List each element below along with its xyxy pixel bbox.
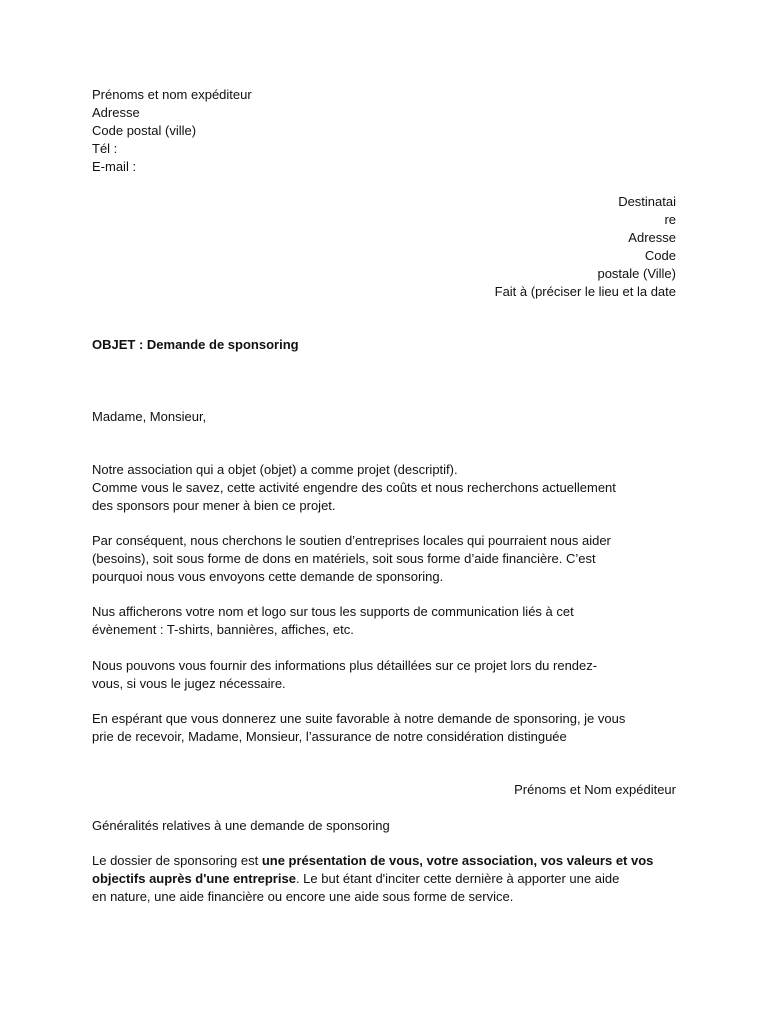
salutation: Madame, Monsieur, — [92, 409, 207, 424]
recipient-code: Code — [644, 248, 676, 263]
recipient-line-2: re — [664, 212, 676, 227]
sender-email: E-mail : — [92, 159, 137, 174]
paragraph-line: Notre association qui a objet (objet) a comme projet (descriptif). — [92, 462, 458, 477]
paragraph-line — [92, 870, 619, 888]
sender-tel: Tél : — [92, 141, 118, 156]
paragraph-line: Comme vous le savez, cette activité engendre des coûts et nous recherchons actuellement — [92, 480, 616, 495]
subject-line: OBJET : Demande de sponsoring — [92, 337, 299, 352]
paragraph-line: (besoins), soit sous forme de dons en matériels, soit sous forme d’aide financière. C’est — [92, 551, 596, 566]
recipient-postal: postale (Ville) — [597, 266, 676, 281]
paragraph-line: évènement : T-shirts, bannières, affiches, etc. — [92, 622, 354, 637]
general-heading: Généralités relatives à une demande de sponsoring — [92, 818, 390, 833]
paragraph-text: Le dossier de sponsoring est — [92, 853, 262, 868]
paragraph-line: Nus afficherons votre nom et logo sur tous les supports de communication liés à cet — [92, 604, 574, 619]
paragraph-text: . Le but étant d'inciter cette dernière à apporter une aide — [295, 871, 620, 886]
paragraph-line — [92, 852, 653, 870]
recipient-line-1: Destinatai — [618, 194, 676, 209]
paragraph-line: pourquoi nous vous envoyons cette demande de sponsoring. — [92, 569, 444, 584]
paragraph-line: en nature, une aide financière ou encore une aide sous forme de service. — [92, 889, 514, 904]
sender-name: Prénoms et nom expéditeur — [92, 87, 252, 102]
recipient-address: Adresse — [628, 230, 676, 245]
paragraph-line: vous, si vous le jugez nécessaire. — [92, 676, 286, 691]
paragraph-line: prie de recevoir, Madame, Monsieur, l’assurance de notre considération distinguée — [92, 729, 567, 744]
paragraph-line: Nous pouvons vous fournir des informations plus détaillées sur ce projet lors du rendez- — [92, 658, 598, 673]
place-and-date: Fait à (préciser le lieu et la date — [494, 284, 676, 299]
sender-address: Adresse — [92, 105, 140, 120]
paragraph-line: des sponsors pour mener à bien ce projet. — [92, 498, 336, 513]
paragraph-text-bold: objectifs auprès d'une entreprise — [92, 871, 296, 886]
paragraph-line: Par conséquent, nous cherchons le soutien d’entreprises locales qui pourraient nous aider — [92, 533, 611, 548]
paragraph-text-bold: une présentation de vous, votre association, vos valeurs et vos — [261, 853, 654, 868]
sender-postal: Code postal (ville) — [92, 123, 197, 138]
signature: Prénoms et Nom expéditeur — [514, 782, 676, 797]
paragraph-line: En espérant que vous donnerez une suite favorable à notre demande de sponsoring, je vous — [92, 711, 626, 726]
